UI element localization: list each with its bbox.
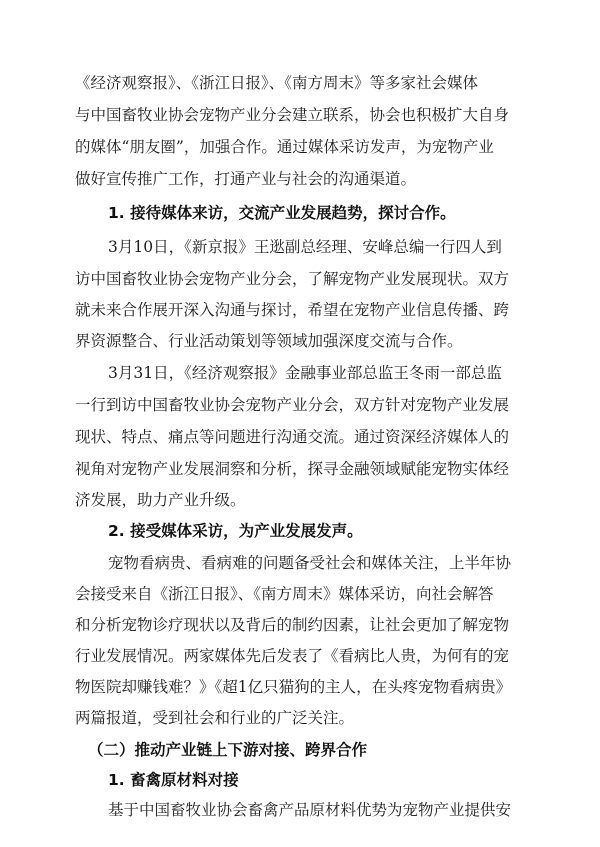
paragraph-line: 宠物看病贵、看病难的问题备受社会和媒体关注，上半年协 xyxy=(108,554,512,572)
paragraph-line: 行业发展情况。两家媒体先后发表了《看病比人贵，为何有的宠 xyxy=(75,647,510,665)
paragraph-line: 一行到访中国畜牧业协会宠物产业分会，双方针对宠物产业发展 xyxy=(75,396,510,414)
paragraph-line: 现状、特点、痛点等问题进行沟通交流。通过资深经济媒体人的 xyxy=(75,428,510,446)
paragraph-line: 物医院却赚钱难？》《超1亿只猫狗的主人，在头疼宠物看病贵》 xyxy=(75,678,512,696)
section-heading: 1. 接待媒体来访，交流产业发展趋势，探讨合作。 xyxy=(108,204,456,222)
paragraph-line: 做好宣传推广工作，打通产业与社会的沟通渠道。 xyxy=(75,170,417,188)
section-heading: 1. 畜禽原材料对接 xyxy=(108,771,239,789)
paragraph-line: 就未来合作展开深入沟通与探讨，希望在宠物产业信息传播、跨 xyxy=(75,301,510,319)
paragraph-line: 视角对宠物产业发展洞察和分析，探寻金融领域赋能宠物实体经 xyxy=(75,460,510,478)
paragraph-line: 3月10日，《新京报》王逖副总经理、安峰总编一行四人到 xyxy=(108,238,502,256)
paragraph-line: 访中国畜牧业协会宠物产业分会，了解宠物产业发展现状。双方 xyxy=(75,270,510,288)
subsection-heading: （二）推动产业链上下游对接、跨界合作 xyxy=(88,741,368,759)
paragraph-line: 和分析宠物诊疗现状以及背后的制约因素，让社会更加了解宠物 xyxy=(75,616,510,634)
paragraph-line: 基于中国畜牧业协会畜禽产品原材料优势为宠物产业提供安 xyxy=(108,801,512,819)
paragraph-line: 的媒体“朋友圈”，加强合作。通过媒体采访发声，为宠物产业 xyxy=(75,138,494,156)
section-heading: 2. 接受媒体采访，为产业发展发声。 xyxy=(108,522,363,540)
paragraph-line: 《经济观察报》、《浙江日报》、《南方周末》等多家社会媒体 xyxy=(75,74,479,92)
paragraph-line: 济发展，助力产业升级。 xyxy=(75,491,246,509)
paragraph-line: 两篇报道，受到社会和行业的广泛关注。 xyxy=(75,709,355,727)
paragraph-line: 3月31日，《经济观察报》金融事业部总监王冬雨一部总监 xyxy=(108,364,502,382)
paragraph-line: 会接受来自《浙江日报》、《南方周末》媒体采访，向社会解答 xyxy=(75,585,494,603)
paragraph-line: 与中国畜牧业协会宠物产业分会建立联系，协会也积极扩大自身 xyxy=(75,106,510,124)
paragraph-line: 界资源整合、行业活动策划等领域加强深度交流与合作。 xyxy=(75,332,463,350)
